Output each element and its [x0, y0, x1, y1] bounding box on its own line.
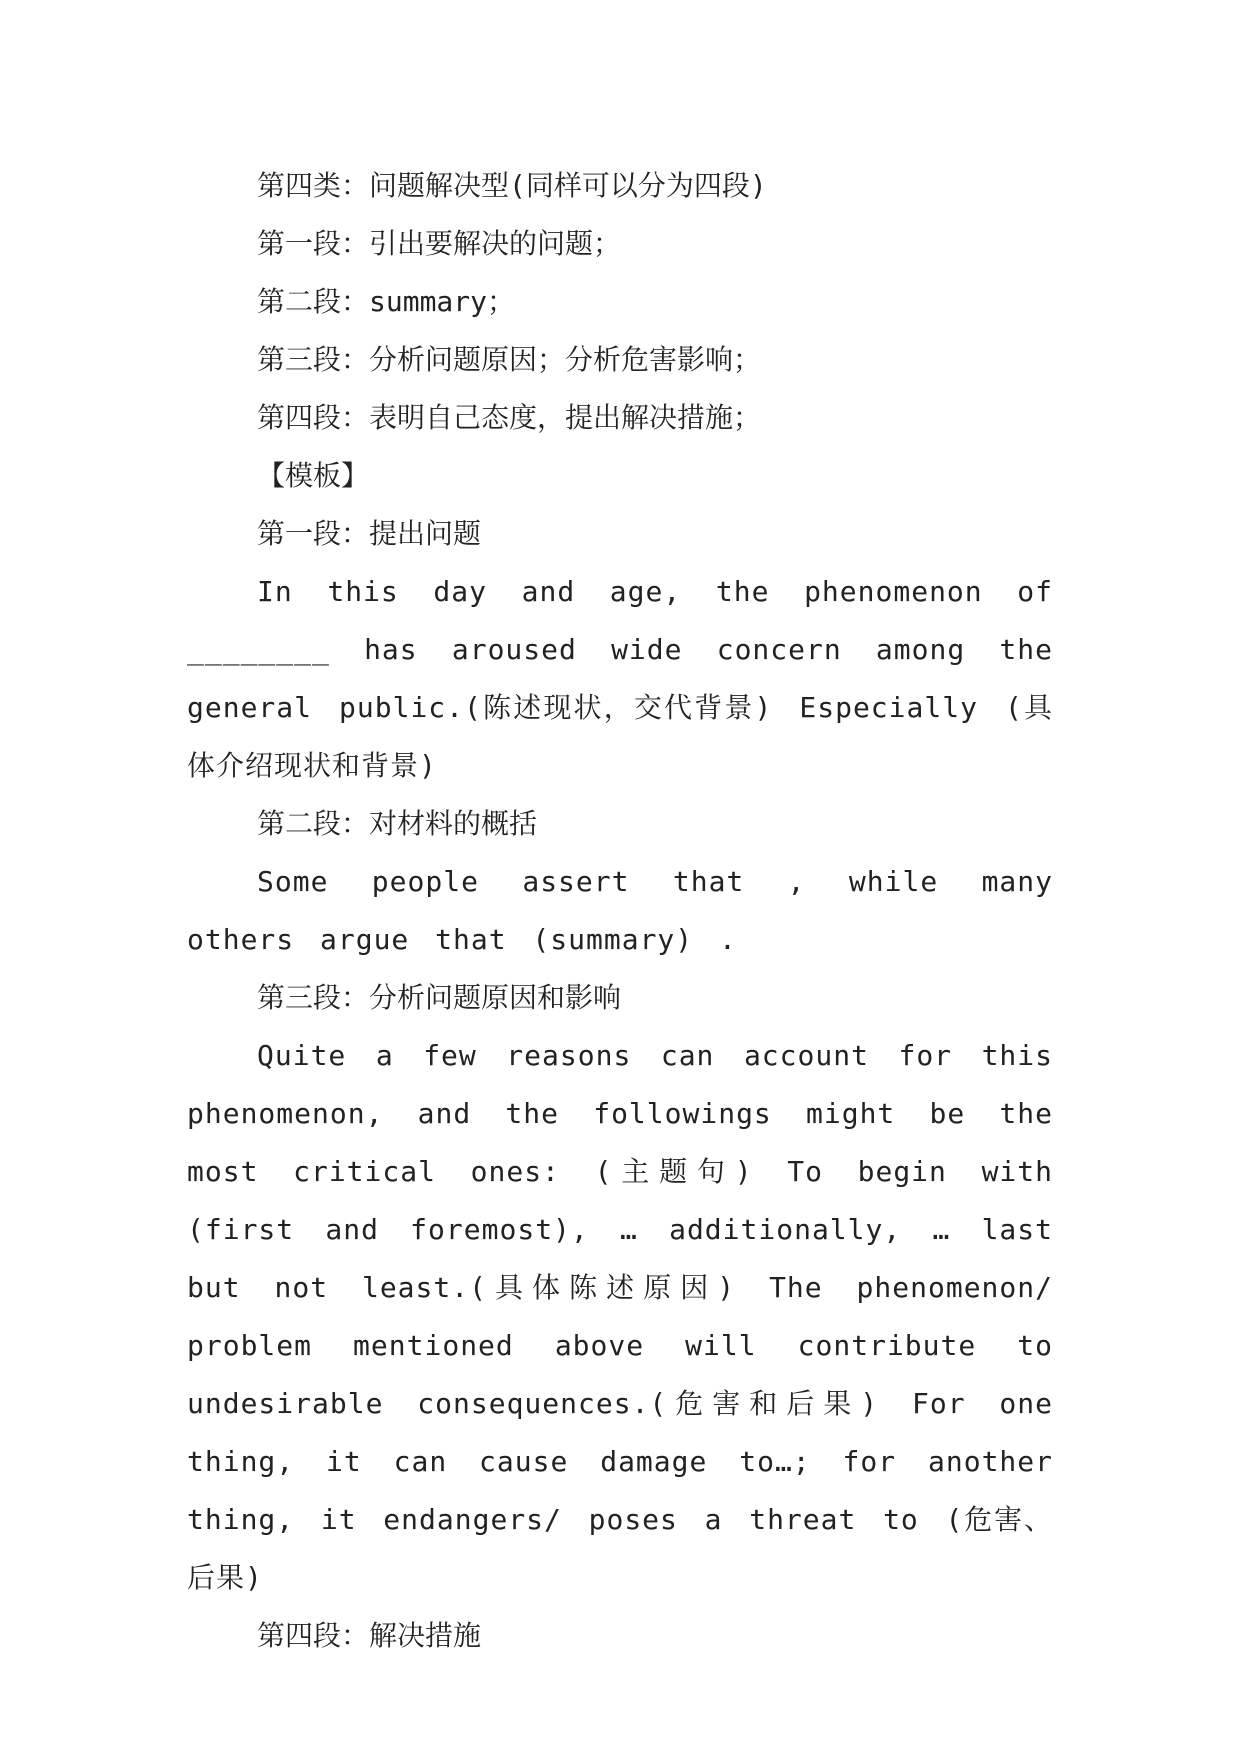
section-four-title: 第四段：解决措施 — [257, 1619, 482, 1652]
section-two-title: 第二段：对材料的概括 — [257, 807, 538, 840]
paragraph-one-outline: 第一段：引出要解决的问题； — [257, 227, 622, 260]
section-one-body: In this day and age, the phenomenon of ________ has aroused wide concern among the general public.(陈述现状，交代背景) Especially (具体介绍现状和背景) — [187, 575, 1053, 782]
paragraph-three-outline: 第三段：分析问题原因；分析危害影响； — [257, 343, 762, 376]
section-one-title: 第一段：提出问题 — [257, 517, 482, 550]
paragraph-four-outline: 第四段：表明自己态度，提出解决措施； — [257, 401, 762, 434]
document-body — [187, 157, 1053, 1665]
section-three-title: 第三段：分析问题原因和影响 — [257, 981, 622, 1014]
paragraph-two-outline: 第二段：summary； — [257, 285, 516, 318]
template-heading: 【模板】 — [257, 459, 370, 492]
section-three-body: Quite a few reasons can account for this phenomenon, and the followings might be the most critical ones: (主题句) To begin with (first and foremost), … additionally, … last but not least.(具体陈述原因) The phenomenon/ problem mentioned above will contribute to undesirable consequences.(危害和后果) For one thing, it can cause damage to…; for another thing, it endangers/ poses a threat to (危害、后果) — [187, 1039, 1053, 1594]
category-heading: 第四类：问题解决型(同样可以分为四段) — [257, 169, 767, 202]
section-two-body: Some people assert that , while many others argue that (summary) . — [187, 865, 1053, 956]
